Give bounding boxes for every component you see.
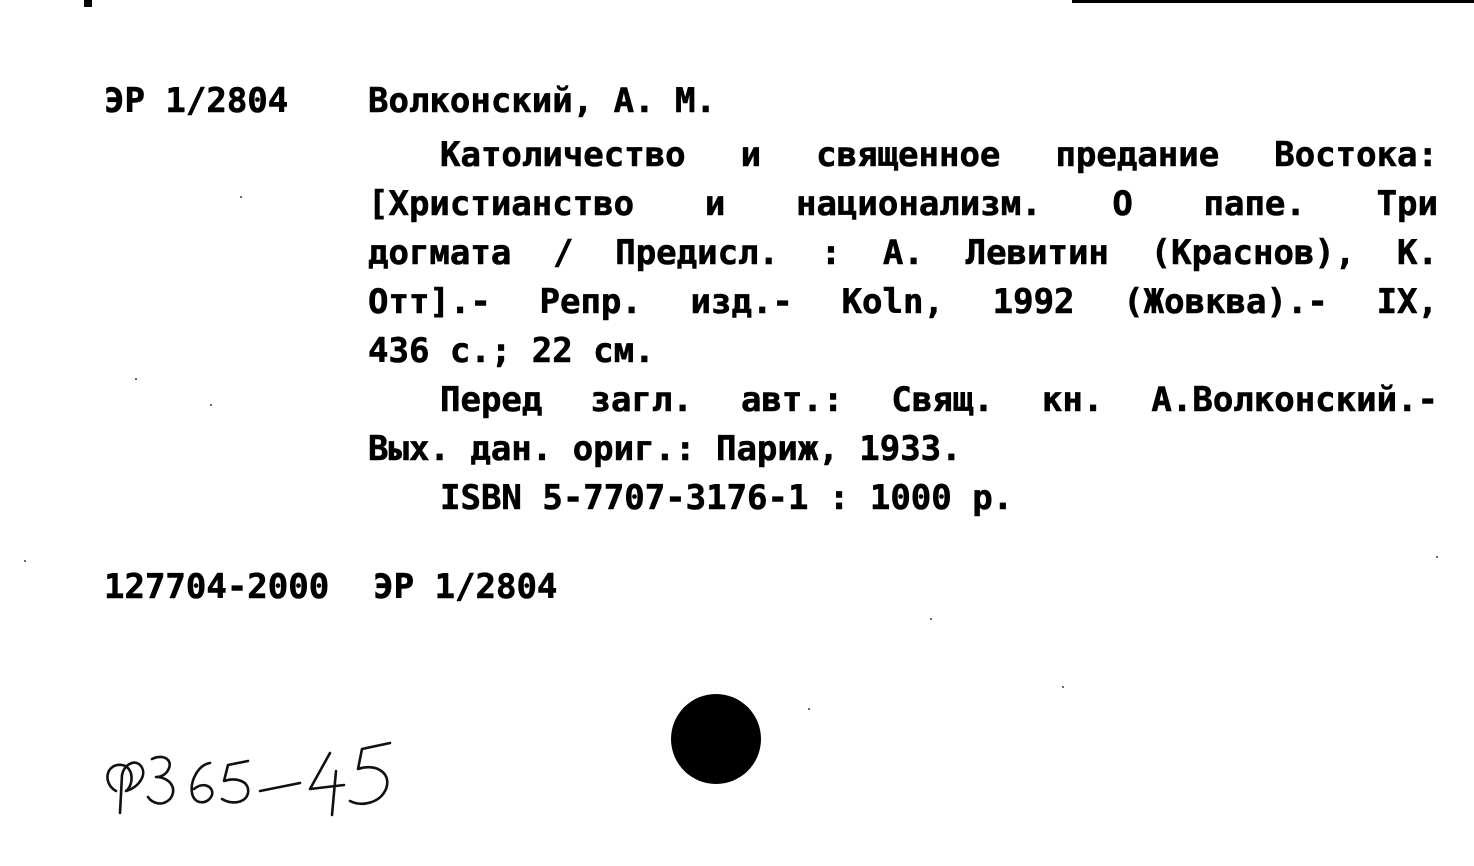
speck (210, 404, 212, 406)
title-line-4: Отт].- Репр. изд.- Koln, 1992 (Жовква).- IX, (368, 282, 1438, 322)
speck (24, 560, 26, 562)
accession-number: 127704-2000 (104, 567, 330, 607)
speck (135, 378, 137, 380)
isbn-line: ISBN 5-7707-3176-1 : 1000 р. (440, 478, 1014, 518)
title-line-2: [Христианство и национализм. О папе. Три (368, 184, 1438, 224)
shelfmark-top: ЭР 1/2804 (104, 81, 289, 121)
title-line-1: Католичество и священное предание Востока: (440, 135, 1438, 175)
speck (240, 196, 242, 198)
speck (808, 708, 810, 710)
bottom-row (104, 567, 558, 607)
title-line-3: догмата / Предисл. : А. Левитин (Краснов), К. (368, 233, 1438, 273)
note-line-2: Вых. дан. ориг.: Париж, 1933. (368, 429, 962, 469)
speck (930, 618, 932, 620)
punch-hole (671, 694, 761, 784)
title-line-5: 436 с.; 22 см. (368, 331, 655, 371)
shelfmark-bottom: ЭР 1/2804 (373, 567, 558, 607)
handwritten-note-image (100, 735, 460, 825)
top-edge-rule (1072, 0, 1474, 3)
title-description (368, 131, 1438, 376)
author-heading: Волконский, А. М. (368, 81, 716, 121)
speck (1062, 686, 1064, 688)
notes (368, 376, 1438, 523)
speck (1436, 556, 1438, 558)
handwritten-note (100, 735, 460, 834)
note-line-1: Перед загл. авт.: Свящ. кн. А.Волконский.- (440, 380, 1438, 420)
top-edge-mark (84, 0, 92, 7)
